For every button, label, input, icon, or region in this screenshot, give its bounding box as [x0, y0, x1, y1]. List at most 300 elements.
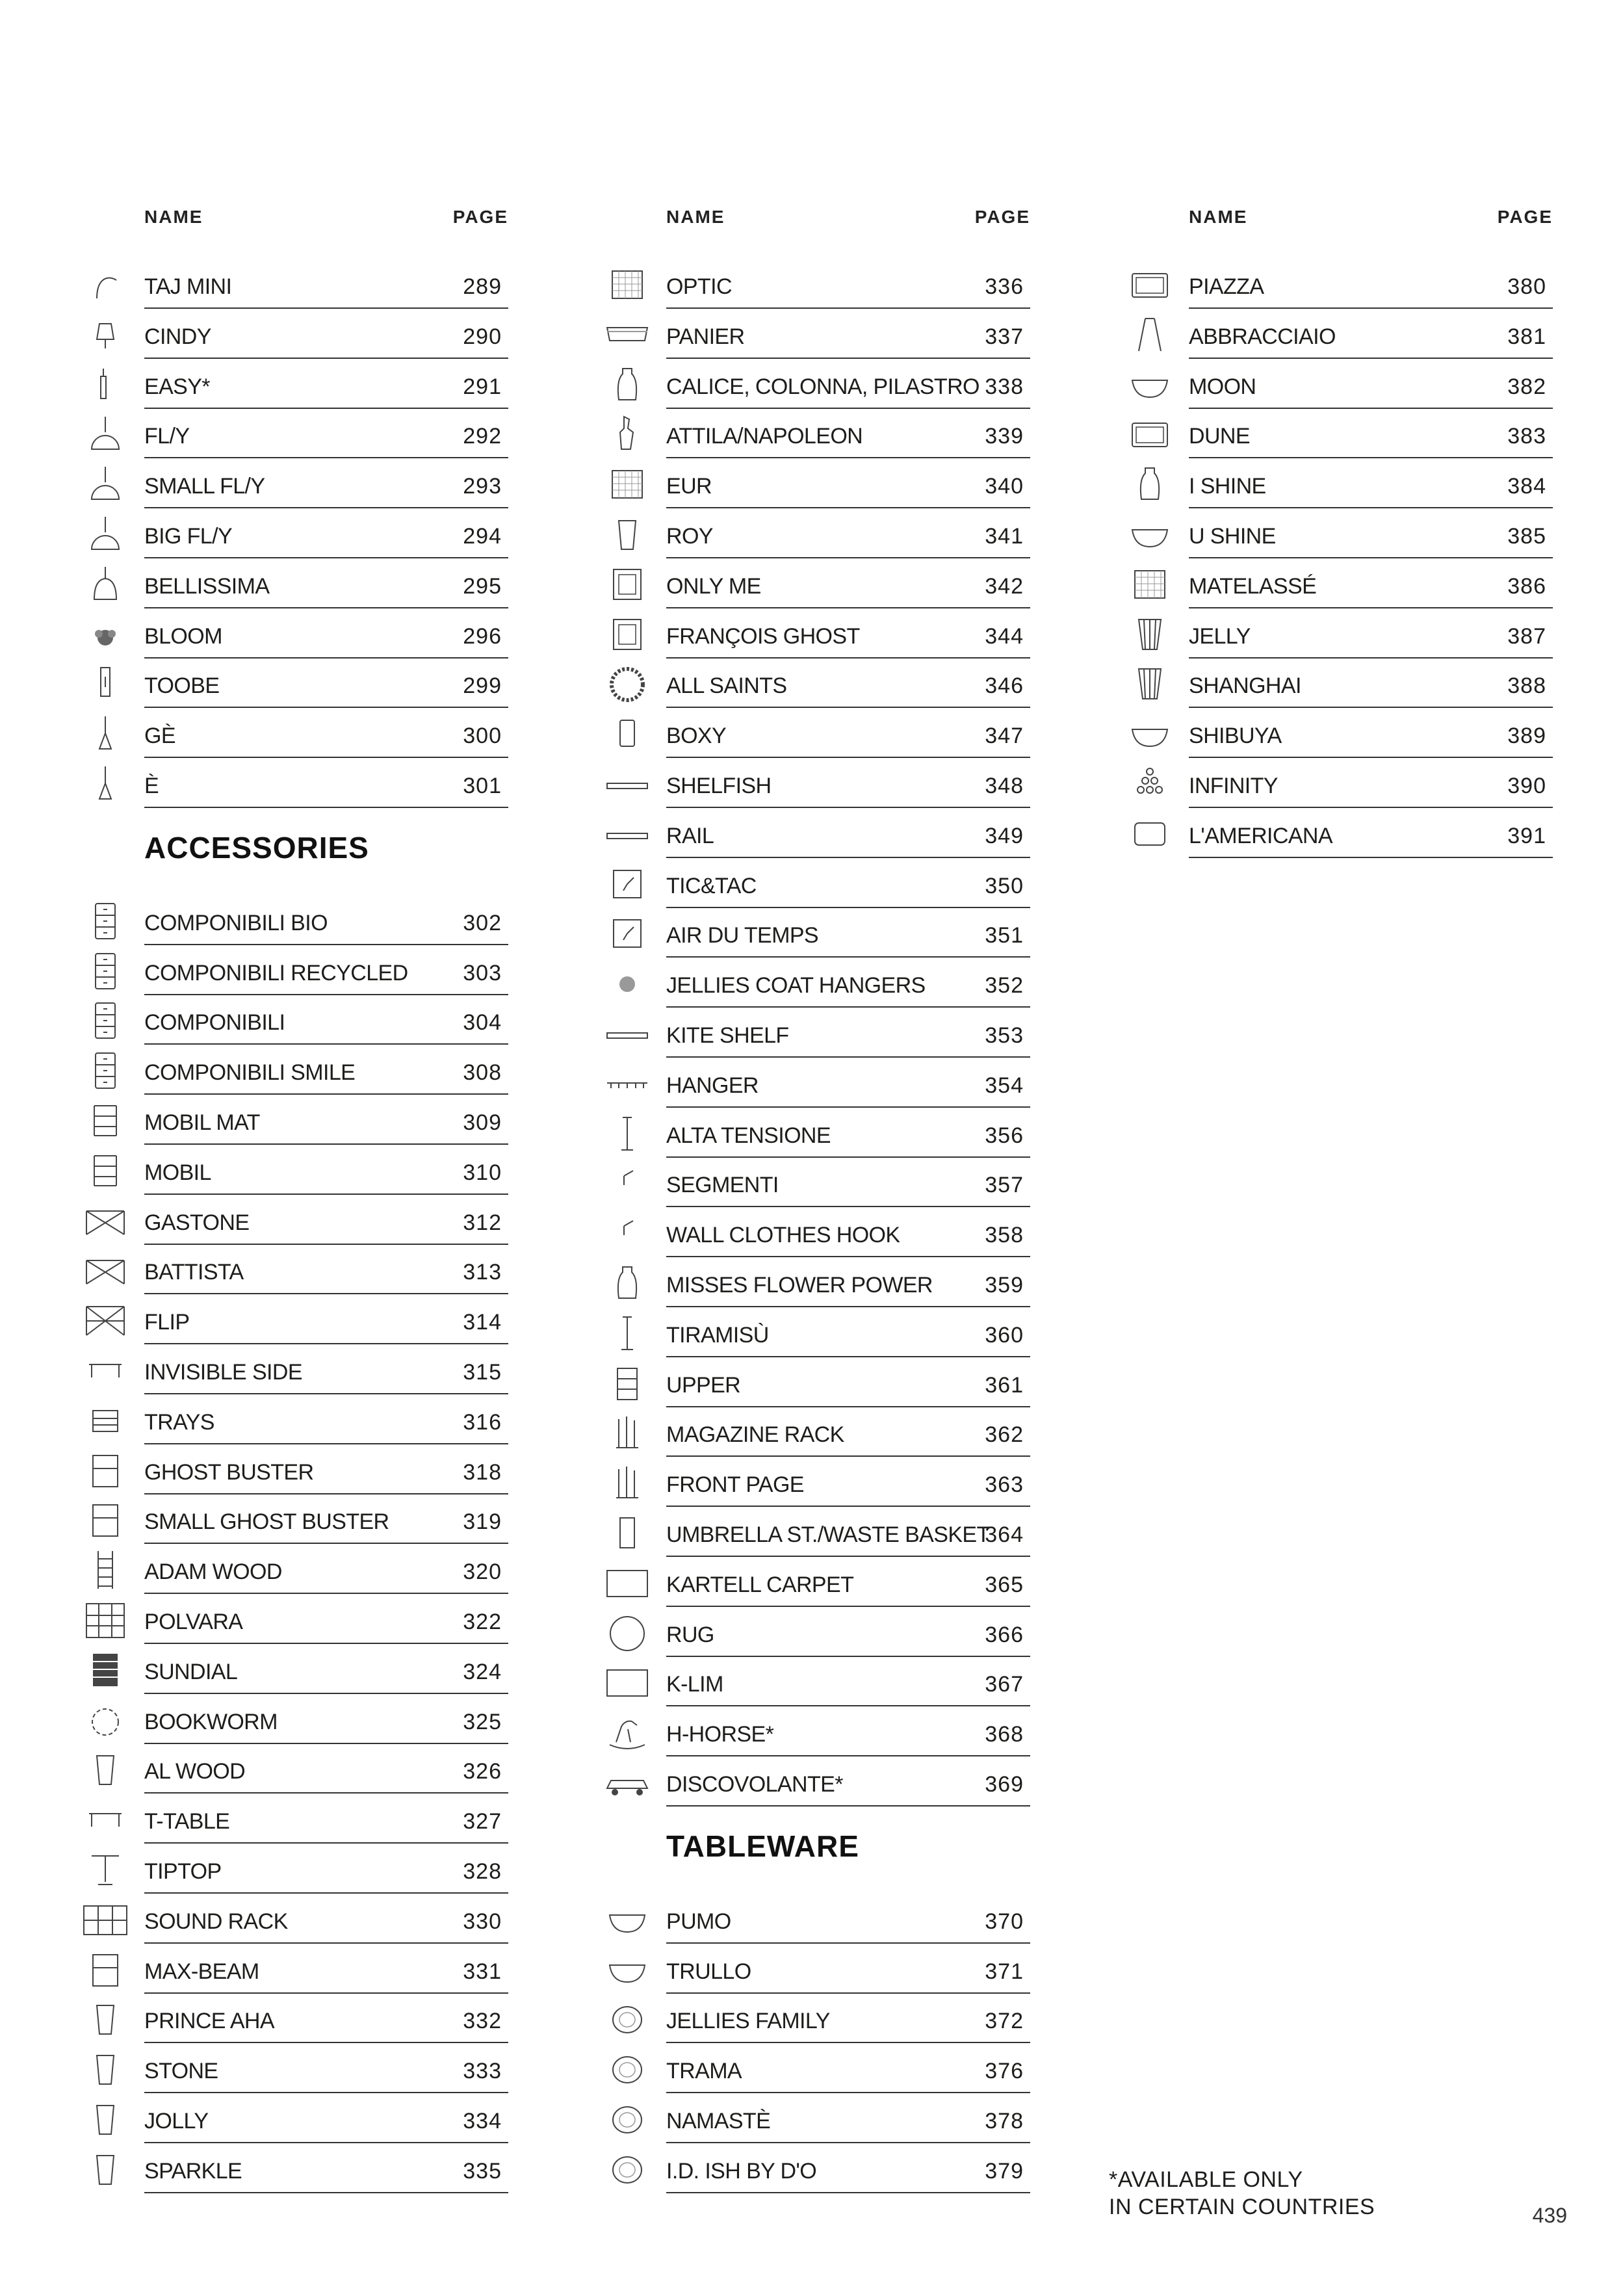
- item-page: 299: [463, 673, 502, 699]
- list-item: [144, 508, 508, 558]
- item-page: 389: [1507, 724, 1546, 749]
- item-name: POLVARA: [144, 1610, 243, 1634]
- item-name: SMALL GHOST BUSTER: [144, 1509, 389, 1535]
- list-item: [144, 2043, 508, 2093]
- trolley-icon: [83, 1151, 128, 1191]
- list-item: [144, 2143, 508, 2193]
- item-name: PIAZZA: [1189, 274, 1264, 299]
- item-page: 308: [463, 1060, 502, 1086]
- list-item: [666, 259, 1030, 309]
- item-page: 362: [985, 1422, 1024, 1448]
- item-page: 339: [985, 424, 1024, 449]
- item-page: 346: [985, 673, 1024, 699]
- item-name: TRAMA: [666, 2059, 742, 2084]
- list-item: [144, 945, 508, 995]
- pendant-small-icon: [83, 764, 128, 804]
- item-name: GHOST BUSTER: [144, 1459, 314, 1485]
- list-item: [1189, 758, 1553, 808]
- item-name: ATTILA/NAPOLEON: [666, 424, 863, 449]
- item-name: STONE: [144, 2059, 218, 2084]
- item-page: 371: [985, 1959, 1024, 1984]
- magazine-rack-icon: [604, 1463, 650, 1503]
- list-item: [144, 408, 508, 458]
- item-page: 291: [463, 374, 502, 399]
- pedestal-table-icon: [83, 1849, 128, 1890]
- rack-icon: [83, 1899, 128, 1940]
- item-page: 348: [985, 774, 1024, 798]
- pendant-lamp-icon: [83, 414, 128, 454]
- shelf-icon: [604, 764, 650, 804]
- item-page: 330: [463, 1909, 502, 1934]
- item-page: 352: [985, 973, 1024, 998]
- list-item: [1189, 808, 1553, 858]
- round-mirror-icon: [604, 664, 650, 704]
- item-name: DUNE: [1189, 424, 1250, 449]
- hanger-dot-icon: [604, 963, 650, 1004]
- item-page: 353: [985, 1023, 1024, 1048]
- item-page: 336: [985, 274, 1024, 299]
- item-name: FLIP: [144, 1310, 190, 1335]
- stool-icon: [83, 2149, 128, 2189]
- list-item: [666, 708, 1030, 758]
- list-item: [666, 558, 1030, 608]
- item-page: 390: [1507, 774, 1546, 798]
- item-name: AIR DU TEMPS: [666, 923, 818, 948]
- cabinet-icon: [83, 1950, 128, 1990]
- list-item: [666, 2043, 1030, 2093]
- item-name: SHIBUYA: [1189, 724, 1282, 749]
- item-page: 294: [463, 524, 502, 549]
- list-item: [1189, 408, 1553, 458]
- list-item: [144, 458, 508, 508]
- stool-icon: [604, 514, 650, 554]
- item-name: È: [144, 774, 159, 798]
- item-name: RAIL: [666, 823, 714, 848]
- item-name: SMALL FL/Y: [144, 474, 265, 499]
- item-page: 309: [463, 1110, 502, 1135]
- list-item: [144, 708, 508, 758]
- item-page: 363: [985, 1472, 1024, 1498]
- lamp-bottle-icon: [83, 365, 128, 405]
- list-item: [1189, 608, 1553, 659]
- shelf-icon: [604, 1013, 650, 1054]
- list-item: [144, 1794, 508, 1844]
- list-item: [666, 1357, 1030, 1407]
- item-page: 289: [463, 274, 502, 299]
- item-name: MOBIL MAT: [144, 1110, 260, 1135]
- list-item: [1189, 558, 1553, 608]
- item-page: 326: [463, 1759, 502, 1784]
- row-divider: [666, 2192, 1030, 2193]
- item-page: 302: [463, 910, 502, 935]
- item-name: ALTA TENSIONE: [666, 1123, 831, 1148]
- box-icon: [604, 714, 650, 754]
- item-name: BOXY: [666, 724, 727, 749]
- coat-stand-icon: [604, 1114, 650, 1154]
- item-page: 361: [985, 1372, 1024, 1398]
- item-page: 334: [463, 2109, 502, 2133]
- coat-stand-icon: [604, 1313, 650, 1353]
- item-page: 331: [463, 1959, 502, 1984]
- item-name: COMPONIBILI RECYCLED: [144, 960, 408, 985]
- item-page: 314: [463, 1310, 502, 1335]
- item-page: 295: [463, 573, 502, 599]
- item-page: 304: [463, 1010, 502, 1036]
- item-name: JELLIES FAMILY: [666, 2009, 830, 2034]
- drawer-unit-icon: [83, 951, 128, 991]
- list-item: [1189, 359, 1553, 409]
- item-name: AL WOOD: [144, 1759, 246, 1784]
- list-item: [666, 508, 1030, 558]
- folding-trolley-icon: [83, 1201, 128, 1241]
- item-page: 316: [463, 1409, 502, 1435]
- item-name: FRONT PAGE: [666, 1472, 804, 1498]
- row-divider: [666, 1805, 1030, 1807]
- item-name: MISSES FLOWER POWER: [666, 1273, 933, 1298]
- tray-icon: [1127, 414, 1173, 454]
- item-page: 293: [463, 474, 502, 499]
- item-name: JELLY: [1189, 623, 1251, 649]
- item-page: 328: [463, 1859, 502, 1884]
- item-page: 379: [985, 2158, 1024, 2184]
- item-name: PRINCE AHA: [144, 2009, 274, 2034]
- item-page: 359: [985, 1273, 1024, 1298]
- pendant-bell-icon: [83, 564, 128, 605]
- item-name: ALL SAINTS: [666, 673, 787, 699]
- item-name: SOUND RACK: [144, 1909, 288, 1934]
- item-page: 386: [1507, 573, 1546, 599]
- list-item: [144, 2093, 508, 2143]
- list-item: [144, 608, 508, 659]
- item-page: 378: [985, 2109, 1024, 2133]
- tongs-icon: [1127, 315, 1173, 355]
- item-name: EASY*: [144, 374, 210, 399]
- drawer-unit-icon: [83, 1000, 128, 1041]
- item-name: JOLLY: [144, 2109, 209, 2133]
- basket-icon: [604, 315, 650, 355]
- list-item: [144, 259, 508, 309]
- list-item: [666, 858, 1030, 908]
- section-title: ACCESSORIES: [144, 830, 369, 865]
- gnome-icon: [604, 414, 650, 454]
- item-page: 367: [985, 1672, 1024, 1697]
- item-name: MOON: [1189, 374, 1256, 399]
- item-name: K-LIM: [666, 1672, 723, 1697]
- list-item: [666, 1058, 1030, 1108]
- item-name: FRANÇOIS GHOST: [666, 623, 860, 649]
- item-page: 385: [1507, 524, 1546, 549]
- item-page: 337: [985, 324, 1024, 349]
- section-title: TABLEWARE: [666, 1829, 859, 1863]
- item-page: 292: [463, 424, 502, 449]
- footnote-line-2: IN CERTAIN COUNTRIES: [1109, 2195, 1375, 2219]
- list-item: [666, 758, 1030, 808]
- item-name: L'AMERICANA: [1189, 823, 1332, 848]
- item-name: ROY: [666, 524, 713, 549]
- list-item: [144, 558, 508, 608]
- list-item: [144, 658, 508, 708]
- item-name: U SHINE: [1189, 524, 1276, 549]
- bowl-icon: [1127, 514, 1173, 554]
- item-name: SHELFISH: [666, 774, 772, 798]
- vase-icon: [1127, 464, 1173, 504]
- name-column-header: NAME: [1189, 207, 1248, 227]
- item-page: 335: [463, 2158, 502, 2184]
- item-name: TOOBE: [144, 673, 220, 699]
- row-divider: [144, 807, 508, 808]
- plate-icon: [604, 2099, 650, 2139]
- item-name: COMPONIBILI BIO: [144, 910, 328, 935]
- rocking-horse-icon: [604, 1712, 650, 1753]
- item-page: 356: [985, 1123, 1024, 1148]
- item-name: COMPONIBILI: [144, 1010, 285, 1036]
- low-table-icon: [83, 1350, 128, 1390]
- item-page: 310: [463, 1160, 502, 1185]
- item-name: ONLY ME: [666, 573, 761, 599]
- trays-icon: [83, 1400, 128, 1441]
- item-name: BATTISTA: [144, 1260, 244, 1285]
- shelf-icon: [604, 814, 650, 854]
- item-page: 327: [463, 1809, 502, 1834]
- list-item: [144, 895, 508, 945]
- folding-trolley-icon: [83, 1250, 128, 1290]
- item-page: 384: [1507, 474, 1546, 499]
- item-page: 349: [985, 823, 1024, 848]
- list-item: [144, 1344, 508, 1394]
- item-page: 300: [463, 724, 502, 749]
- item-name: NAMASTÈ: [666, 2109, 771, 2133]
- item-page: 357: [985, 1173, 1024, 1198]
- item-page: 368: [985, 1722, 1024, 1747]
- plate-icon: [604, 2149, 650, 2189]
- availability-footnote: [1109, 2166, 1375, 2221]
- carpet-icon: [604, 1563, 650, 1603]
- list-item: [144, 995, 508, 1045]
- item-name: TRULLO: [666, 1959, 751, 1984]
- item-name: TIC&TAC: [666, 873, 757, 898]
- item-page: 301: [463, 774, 502, 798]
- list-item: [144, 1743, 508, 1794]
- list-item: [666, 359, 1030, 409]
- plate-icon: [604, 2049, 650, 2089]
- list-item: [666, 309, 1030, 359]
- glass-icon: [1127, 664, 1173, 704]
- list-item: [666, 1407, 1030, 1457]
- vase-icon: [604, 1263, 650, 1303]
- item-name: H-HORSE*: [666, 1722, 774, 1747]
- item-page: 290: [463, 324, 502, 349]
- item-page: 382: [1507, 374, 1546, 399]
- list-item: [666, 1507, 1030, 1557]
- list-item: [666, 1706, 1030, 1756]
- list-item: [144, 1394, 508, 1444]
- item-page: 358: [985, 1223, 1024, 1248]
- flip-table-icon: [83, 1300, 128, 1340]
- list-item: [666, 2093, 1030, 2143]
- item-page: 381: [1507, 324, 1546, 349]
- pendant-small-icon: [83, 714, 128, 754]
- item-page: 320: [463, 1559, 502, 1585]
- item-name: TIRAMISÙ: [666, 1322, 769, 1348]
- item-name: GÈ: [144, 724, 175, 749]
- item-name: BOOKWORM: [144, 1709, 278, 1734]
- item-name: COMPONIBILI SMILE: [144, 1060, 356, 1086]
- grid-box-icon: [1127, 564, 1173, 605]
- item-name: EUR: [666, 474, 712, 499]
- list-item: [666, 958, 1030, 1008]
- tube-lamp-icon: [83, 664, 128, 704]
- row-divider: [144, 2192, 508, 2193]
- bloom-lamp-icon: [83, 614, 128, 655]
- frame-icon: [604, 614, 650, 655]
- item-name: INVISIBLE SIDE: [144, 1360, 302, 1385]
- item-page: 315: [463, 1360, 502, 1385]
- page-column-header: PAGE: [974, 207, 1030, 227]
- item-name: BIG FL/Y: [144, 524, 233, 549]
- page-number: 439: [1532, 2204, 1567, 2227]
- item-page: 376: [985, 2059, 1024, 2084]
- item-name: FL/Y: [144, 424, 190, 449]
- item-page: 312: [463, 1210, 502, 1235]
- list-item: [1189, 708, 1553, 758]
- drawer-unit-icon: [83, 901, 128, 941]
- item-name: KARTELL CARPET: [666, 1572, 854, 1597]
- item-name: ABBRACCIAIO: [1189, 324, 1336, 349]
- list-item: [666, 808, 1030, 858]
- lamp-table-icon: [83, 315, 128, 355]
- item-page: 318: [463, 1459, 502, 1485]
- tray-icon: [1127, 265, 1173, 305]
- item-name: CALICE, COLONNA, PILASTRO: [666, 374, 980, 399]
- item-name: INFINITY: [1189, 774, 1278, 798]
- stool-icon: [83, 1749, 128, 1790]
- frame-icon: [604, 564, 650, 605]
- list-item: [144, 1195, 508, 1245]
- pendant-lamp-icon: [83, 464, 128, 504]
- item-page: 372: [985, 2009, 1024, 2034]
- stool-icon: [83, 2049, 128, 2089]
- list-item: [144, 1444, 508, 1494]
- item-name: MOBIL: [144, 1160, 211, 1185]
- stool-icon: [83, 2099, 128, 2139]
- item-page: 360: [985, 1322, 1024, 1348]
- item-page: 344: [985, 623, 1024, 649]
- plate-icon: [604, 1999, 650, 2039]
- coat-hanger-icon: [604, 1063, 650, 1104]
- item-name: UMBRELLA ST./WASTE BASKET: [666, 1522, 990, 1547]
- item-page: 341: [985, 524, 1024, 549]
- list-item: [144, 1844, 508, 1894]
- footnote-line-1: *AVAILABLE ONLY: [1109, 2167, 1303, 2192]
- item-page: 303: [463, 960, 502, 985]
- item-page: 387: [1507, 623, 1546, 649]
- item-name: I.D. ISH BY D'O: [666, 2158, 817, 2184]
- item-name: SEGMENTI: [666, 1173, 779, 1198]
- item-name: UPPER: [666, 1372, 741, 1398]
- page-column-header: PAGE: [1497, 207, 1553, 227]
- list-item: [666, 1457, 1030, 1507]
- item-page: 296: [463, 623, 502, 649]
- item-page: 391: [1507, 823, 1546, 848]
- item-name: WALL CLOTHES HOOK: [666, 1223, 900, 1248]
- list-item: [666, 1008, 1030, 1058]
- item-name: SUNDIAL: [144, 1659, 238, 1684]
- glass-icon: [1127, 614, 1173, 655]
- bookworm-icon: [83, 1700, 128, 1740]
- item-name: KITE SHELF: [666, 1023, 789, 1048]
- list-item: [144, 1644, 508, 1694]
- list-item: [666, 907, 1030, 958]
- clock-icon: [604, 913, 650, 954]
- item-name: PANIER: [666, 324, 745, 349]
- step-stool-icon: [604, 1363, 650, 1403]
- list-item: [144, 1095, 508, 1145]
- list-item: [144, 309, 508, 359]
- list-item: [1189, 458, 1553, 508]
- item-name: BELLISSIMA: [144, 573, 270, 599]
- hook-icon: [604, 1213, 650, 1253]
- list-item: [144, 1045, 508, 1095]
- list-item: [666, 1257, 1030, 1307]
- vase-icon: [604, 365, 650, 405]
- item-name: PUMO: [666, 1909, 731, 1934]
- item-name: ADAM WOOD: [144, 1559, 282, 1585]
- list-item: [666, 1108, 1030, 1158]
- row-divider: [1189, 857, 1553, 858]
- list-item: [666, 1756, 1030, 1807]
- grid-shelf-icon: [83, 1600, 128, 1640]
- item-name: MAGAZINE RACK: [666, 1422, 844, 1448]
- list-item: [666, 1993, 1030, 2043]
- cabinet-icon: [83, 1500, 128, 1540]
- carpet-icon: [604, 1662, 650, 1702]
- item-name: GASTONE: [144, 1210, 250, 1235]
- stool-icon: [83, 1999, 128, 2039]
- list-item: [144, 359, 508, 409]
- list-item: [666, 1607, 1030, 1657]
- page-column-header: PAGE: [452, 207, 508, 227]
- list-item: [666, 1894, 1030, 1944]
- item-page: 324: [463, 1659, 502, 1684]
- list-item: [666, 408, 1030, 458]
- pendant-lamp-icon: [83, 514, 128, 554]
- list-item: [144, 1494, 508, 1544]
- list-item: [144, 1544, 508, 1594]
- drawer-unit-icon: [83, 1050, 128, 1091]
- list-item: [666, 658, 1030, 708]
- item-page: 325: [463, 1709, 502, 1734]
- item-page: 366: [985, 1622, 1024, 1647]
- item-name: MATELASSÉ: [1189, 573, 1317, 599]
- item-page: 319: [463, 1509, 502, 1535]
- trolley-icon: [83, 1101, 128, 1141]
- item-page: 342: [985, 573, 1024, 599]
- item-name: CINDY: [144, 324, 211, 349]
- item-name: MAX-BEAM: [144, 1959, 259, 1984]
- lamp-arc-icon: [83, 265, 128, 305]
- list-item: [666, 1656, 1030, 1706]
- stack-icon: [1127, 764, 1173, 804]
- list-item: [144, 1244, 508, 1294]
- toy-car-icon: [604, 1762, 650, 1803]
- item-page: 369: [985, 1772, 1024, 1797]
- item-page: 350: [985, 873, 1024, 898]
- bowl-icon: [604, 1950, 650, 1990]
- bowl-icon: [1127, 365, 1173, 405]
- cabinet-icon: [83, 1450, 128, 1491]
- item-page: 351: [985, 923, 1024, 948]
- list-item: [144, 1944, 508, 1994]
